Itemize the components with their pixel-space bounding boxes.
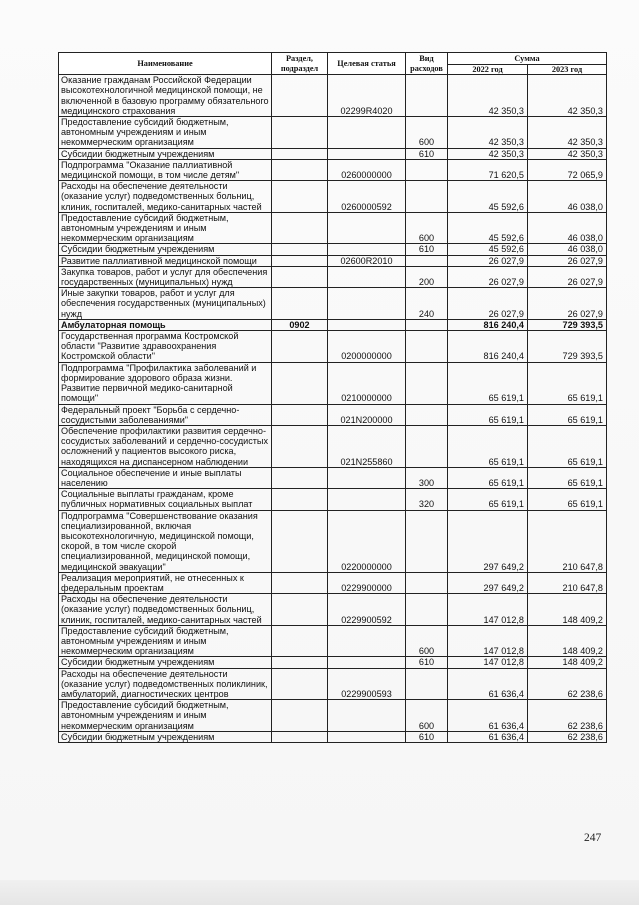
table-row — [59, 467, 607, 488]
row-name-cell: Федеральный проект "Борьба с сердечно-сосудистыми заболеваниями" — [59, 404, 272, 425]
header-sum: Сумма — [448, 53, 607, 65]
row-section-cell — [272, 489, 328, 510]
row-value-2023-cell: 148 409,2 — [528, 657, 607, 668]
table-row — [59, 625, 607, 657]
row-section-cell — [272, 288, 328, 320]
row-value-2022-cell: 45 592,6 — [448, 212, 528, 244]
row-name-cell: Амбулаторная помощь — [59, 319, 272, 330]
row-type-cell: 600 — [406, 212, 448, 244]
row-name-cell: Расходы на обеспечение деятельности (оказание услуг) подведомственных больниц, клиник, госпиталей, медико-санитарных частей — [59, 594, 272, 626]
row-value-2022-cell: 297 649,2 — [448, 510, 528, 572]
row-value-2023-cell: 26 027,9 — [528, 255, 607, 266]
row-target-cell — [328, 148, 406, 159]
row-value-2023-cell: 42 350,3 — [528, 148, 607, 159]
row-name-cell: Закупка товаров, работ и услуг для обеспечения государственных (муниципальных) нужд — [59, 266, 272, 287]
table-row — [59, 425, 607, 467]
row-type-cell — [406, 75, 448, 117]
row-value-2022-cell: 45 592,6 — [448, 181, 528, 213]
row-name-cell: Социальное обеспечение и иные выплаты населению — [59, 467, 272, 488]
row-target-cell — [328, 731, 406, 742]
table-row — [59, 404, 607, 425]
row-name-cell: Предоставление субсидий бюджетным, автономным учреждениям и иным некоммерческим организациям — [59, 625, 272, 657]
table-row — [59, 362, 607, 404]
row-section-cell — [272, 510, 328, 572]
row-type-cell — [406, 362, 448, 404]
row-target-cell: 0260000000 — [328, 159, 406, 180]
row-value-2022-cell: 65 619,1 — [448, 467, 528, 488]
row-name-cell: Реализация мероприятий, не отнесенных к федеральным проектам — [59, 572, 272, 593]
row-target-cell: 0229900000 — [328, 572, 406, 593]
row-type-cell — [406, 159, 448, 180]
row-type-cell — [406, 594, 448, 626]
row-value-2023-cell: 42 350,3 — [528, 117, 607, 149]
row-section-cell — [272, 148, 328, 159]
budget-table — [58, 52, 607, 743]
table-row — [59, 489, 607, 510]
row-value-2023-cell: 210 647,8 — [528, 572, 607, 593]
row-section-cell — [272, 181, 328, 213]
row-value-2023-cell: 72 065,9 — [528, 159, 607, 180]
table-row — [59, 510, 607, 572]
row-type-cell: 300 — [406, 467, 448, 488]
row-section-cell — [272, 467, 328, 488]
table-row — [59, 700, 607, 732]
row-type-cell — [406, 331, 448, 363]
page-number: 247 — [584, 832, 602, 844]
row-section-cell — [272, 425, 328, 467]
table-row — [59, 212, 607, 244]
row-name-cell: Государственная программа Костромской области "Развитие здравоохранения Костромской области" — [59, 331, 272, 363]
row-name-cell: Подпрограмма "Совершенствование оказания специализированной, включая высокотехнологичную, медицинской помощи, скорой, в том числе скорой специализированной, медицинской помощи, медицинской эвакуации" — [59, 510, 272, 572]
row-value-2023-cell: 46 038,0 — [528, 181, 607, 213]
row-type-cell — [406, 572, 448, 593]
scan-bottom-edge — [0, 880, 639, 905]
row-value-2023-cell: 210 647,8 — [528, 510, 607, 572]
row-section-cell — [272, 668, 328, 700]
row-name-cell: Субсидии бюджетным учреждениям — [59, 148, 272, 159]
row-section-cell — [272, 572, 328, 593]
row-target-cell: 0229900593 — [328, 668, 406, 700]
row-type-cell — [406, 404, 448, 425]
header-year-2023: 2023 год — [528, 65, 607, 75]
row-name-cell: Оказание гражданам Российской Федерации высокотехнологичной медицинской помощи, не включенной в базовую программу обязательного медицинского страхования — [59, 75, 272, 117]
row-target-cell — [328, 489, 406, 510]
row-target-cell — [328, 288, 406, 320]
row-target-cell — [328, 657, 406, 668]
row-section-cell — [272, 117, 328, 149]
row-name-cell: Иные закупки товаров, работ и услуг для обеспечения государственных (муниципальных) нужд — [59, 288, 272, 320]
row-section-cell — [272, 266, 328, 287]
row-name-cell: Субсидии бюджетным учреждениям — [59, 244, 272, 255]
row-value-2022-cell: 65 619,1 — [448, 425, 528, 467]
row-section-cell — [272, 625, 328, 657]
row-type-cell: 610 — [406, 148, 448, 159]
table-row — [59, 288, 607, 320]
row-target-cell — [328, 700, 406, 732]
row-value-2022-cell: 61 636,4 — [448, 731, 528, 742]
row-target-cell: 0210000000 — [328, 362, 406, 404]
row-section-cell — [272, 700, 328, 732]
row-value-2022-cell: 816 240,4 — [448, 319, 528, 330]
row-section-cell — [272, 212, 328, 244]
row-type-cell — [406, 181, 448, 213]
row-target-cell: 021N200000 — [328, 404, 406, 425]
row-section-cell — [272, 244, 328, 255]
row-value-2022-cell: 297 649,2 — [448, 572, 528, 593]
row-section-cell — [272, 404, 328, 425]
row-value-2022-cell: 65 619,1 — [448, 404, 528, 425]
row-value-2022-cell: 61 636,4 — [448, 700, 528, 732]
row-section-cell — [272, 594, 328, 626]
row-section-cell — [272, 75, 328, 117]
table-row — [59, 159, 607, 180]
row-type-cell: 600 — [406, 700, 448, 732]
row-section-cell — [272, 255, 328, 266]
table-body — [59, 75, 607, 743]
table-row — [59, 319, 607, 330]
row-type-cell: 600 — [406, 117, 448, 149]
row-section-cell: 0902 — [272, 319, 328, 330]
row-name-cell: Субсидии бюджетным учреждениям — [59, 657, 272, 668]
table-row — [59, 266, 607, 287]
row-value-2023-cell: 148 409,2 — [528, 594, 607, 626]
row-value-2023-cell: 148 409,2 — [528, 625, 607, 657]
row-type-cell: 240 — [406, 288, 448, 320]
row-name-cell: Предоставление субсидий бюджетным, автономным учреждениям и иным некоммерческим организациям — [59, 212, 272, 244]
row-name-cell: Расходы на обеспечение деятельности (оказание услуг) подведомственных больниц, клиник, госпиталей, медико-санитарных частей — [59, 181, 272, 213]
row-value-2022-cell: 42 350,3 — [448, 148, 528, 159]
row-type-cell — [406, 668, 448, 700]
row-section-cell — [272, 159, 328, 180]
row-name-cell: Обеспечение профилактики развития сердечно-сосудистых заболеваний и сердечно-сосудистых осложнений у пациентов высокого риска, находящихся на диспансерном наблюдении — [59, 425, 272, 467]
table-row — [59, 117, 607, 149]
table-row — [59, 657, 607, 668]
row-type-cell — [406, 425, 448, 467]
row-type-cell: 610 — [406, 731, 448, 742]
row-value-2023-cell: 729 393,5 — [528, 319, 607, 330]
row-type-cell: 200 — [406, 266, 448, 287]
header-year-2022: 2022 год — [448, 65, 528, 75]
row-value-2022-cell: 147 012,8 — [448, 625, 528, 657]
row-target-cell — [328, 625, 406, 657]
row-name-cell: Предоставление субсидий бюджетным, автономным учреждениям и иным некоммерческим организациям — [59, 700, 272, 732]
table-row — [59, 181, 607, 213]
table-row — [59, 148, 607, 159]
row-target-cell: 0200000000 — [328, 331, 406, 363]
row-name-cell: Предоставление субсидий бюджетным, автономным учреждениям и иным некоммерческим организациям — [59, 117, 272, 149]
row-target-cell — [328, 319, 406, 330]
row-target-cell — [328, 244, 406, 255]
row-value-2022-cell: 26 027,9 — [448, 288, 528, 320]
row-value-2023-cell: 26 027,9 — [528, 266, 607, 287]
row-type-cell: 600 — [406, 625, 448, 657]
row-value-2023-cell: 65 619,1 — [528, 425, 607, 467]
row-value-2022-cell: 42 350,3 — [448, 75, 528, 117]
row-type-cell: 320 — [406, 489, 448, 510]
row-target-cell — [328, 212, 406, 244]
row-target-cell — [328, 117, 406, 149]
document-page — [58, 52, 606, 743]
row-value-2022-cell: 65 619,1 — [448, 489, 528, 510]
row-value-2023-cell: 729 393,5 — [528, 331, 607, 363]
row-value-2023-cell: 65 619,1 — [528, 467, 607, 488]
row-target-cell: 0260000592 — [328, 181, 406, 213]
row-value-2023-cell: 42 350,3 — [528, 75, 607, 117]
row-value-2022-cell: 71 620,5 — [448, 159, 528, 180]
row-name-cell: Расходы на обеспечение деятельности (оказание услуг) подведомственных поликлиник, амбулаторий, диагностических центров — [59, 668, 272, 700]
header-name: Наименование — [59, 53, 272, 75]
row-value-2022-cell: 147 012,8 — [448, 594, 528, 626]
row-value-2023-cell: 65 619,1 — [528, 489, 607, 510]
row-value-2023-cell: 62 238,6 — [528, 731, 607, 742]
row-target-cell: 021N255860 — [328, 425, 406, 467]
row-value-2023-cell: 46 038,0 — [528, 212, 607, 244]
row-target-cell — [328, 467, 406, 488]
table-row — [59, 75, 607, 117]
table-row — [59, 731, 607, 742]
row-value-2022-cell: 61 636,4 — [448, 668, 528, 700]
row-name-cell: Развитие паллиативной медицинской помощи — [59, 255, 272, 266]
row-target-cell: 02600R2010 — [328, 255, 406, 266]
row-value-2022-cell: 147 012,8 — [448, 657, 528, 668]
row-type-cell — [406, 255, 448, 266]
header-target: Целевая статья — [328, 53, 406, 75]
table-row — [59, 244, 607, 255]
row-value-2023-cell: 65 619,1 — [528, 362, 607, 404]
table-row — [59, 331, 607, 363]
row-value-2022-cell: 816 240,4 — [448, 331, 528, 363]
row-name-cell: Социальные выплаты гражданам, кроме публичных нормативных социальных выплат — [59, 489, 272, 510]
row-type-cell — [406, 319, 448, 330]
row-target-cell: 0229900592 — [328, 594, 406, 626]
header-section: Раздел, подраздел — [272, 53, 328, 75]
row-value-2023-cell: 65 619,1 — [528, 404, 607, 425]
row-value-2023-cell: 62 238,6 — [528, 700, 607, 732]
row-value-2022-cell: 42 350,3 — [448, 117, 528, 149]
header-type: Вид расходов — [406, 53, 448, 75]
row-name-cell: Субсидии бюджетным учреждениям — [59, 731, 272, 742]
table-row — [59, 594, 607, 626]
row-type-cell — [406, 510, 448, 572]
row-target-cell: 02299R4020 — [328, 75, 406, 117]
row-value-2022-cell: 45 592,6 — [448, 244, 528, 255]
row-value-2023-cell: 46 038,0 — [528, 244, 607, 255]
table-row — [59, 668, 607, 700]
row-section-cell — [272, 731, 328, 742]
row-section-cell — [272, 331, 328, 363]
row-name-cell: Подпрограмма "Оказание паллиативной медицинской помощи, в том числе детям" — [59, 159, 272, 180]
row-value-2022-cell: 26 027,9 — [448, 255, 528, 266]
table-row — [59, 255, 607, 266]
row-value-2023-cell: 26 027,9 — [528, 288, 607, 320]
row-section-cell — [272, 657, 328, 668]
row-name-cell: Подпрограмма "Профилактика заболеваний и формирование здорового образа жизни. Развитие первичной медико-санитарной помощи" — [59, 362, 272, 404]
row-section-cell — [272, 362, 328, 404]
row-target-cell — [328, 266, 406, 287]
row-type-cell: 610 — [406, 244, 448, 255]
row-target-cell: 0220000000 — [328, 510, 406, 572]
row-value-2022-cell: 26 027,9 — [448, 266, 528, 287]
row-type-cell: 610 — [406, 657, 448, 668]
table-row — [59, 572, 607, 593]
row-value-2023-cell: 62 238,6 — [528, 668, 607, 700]
row-value-2022-cell: 65 619,1 — [448, 362, 528, 404]
